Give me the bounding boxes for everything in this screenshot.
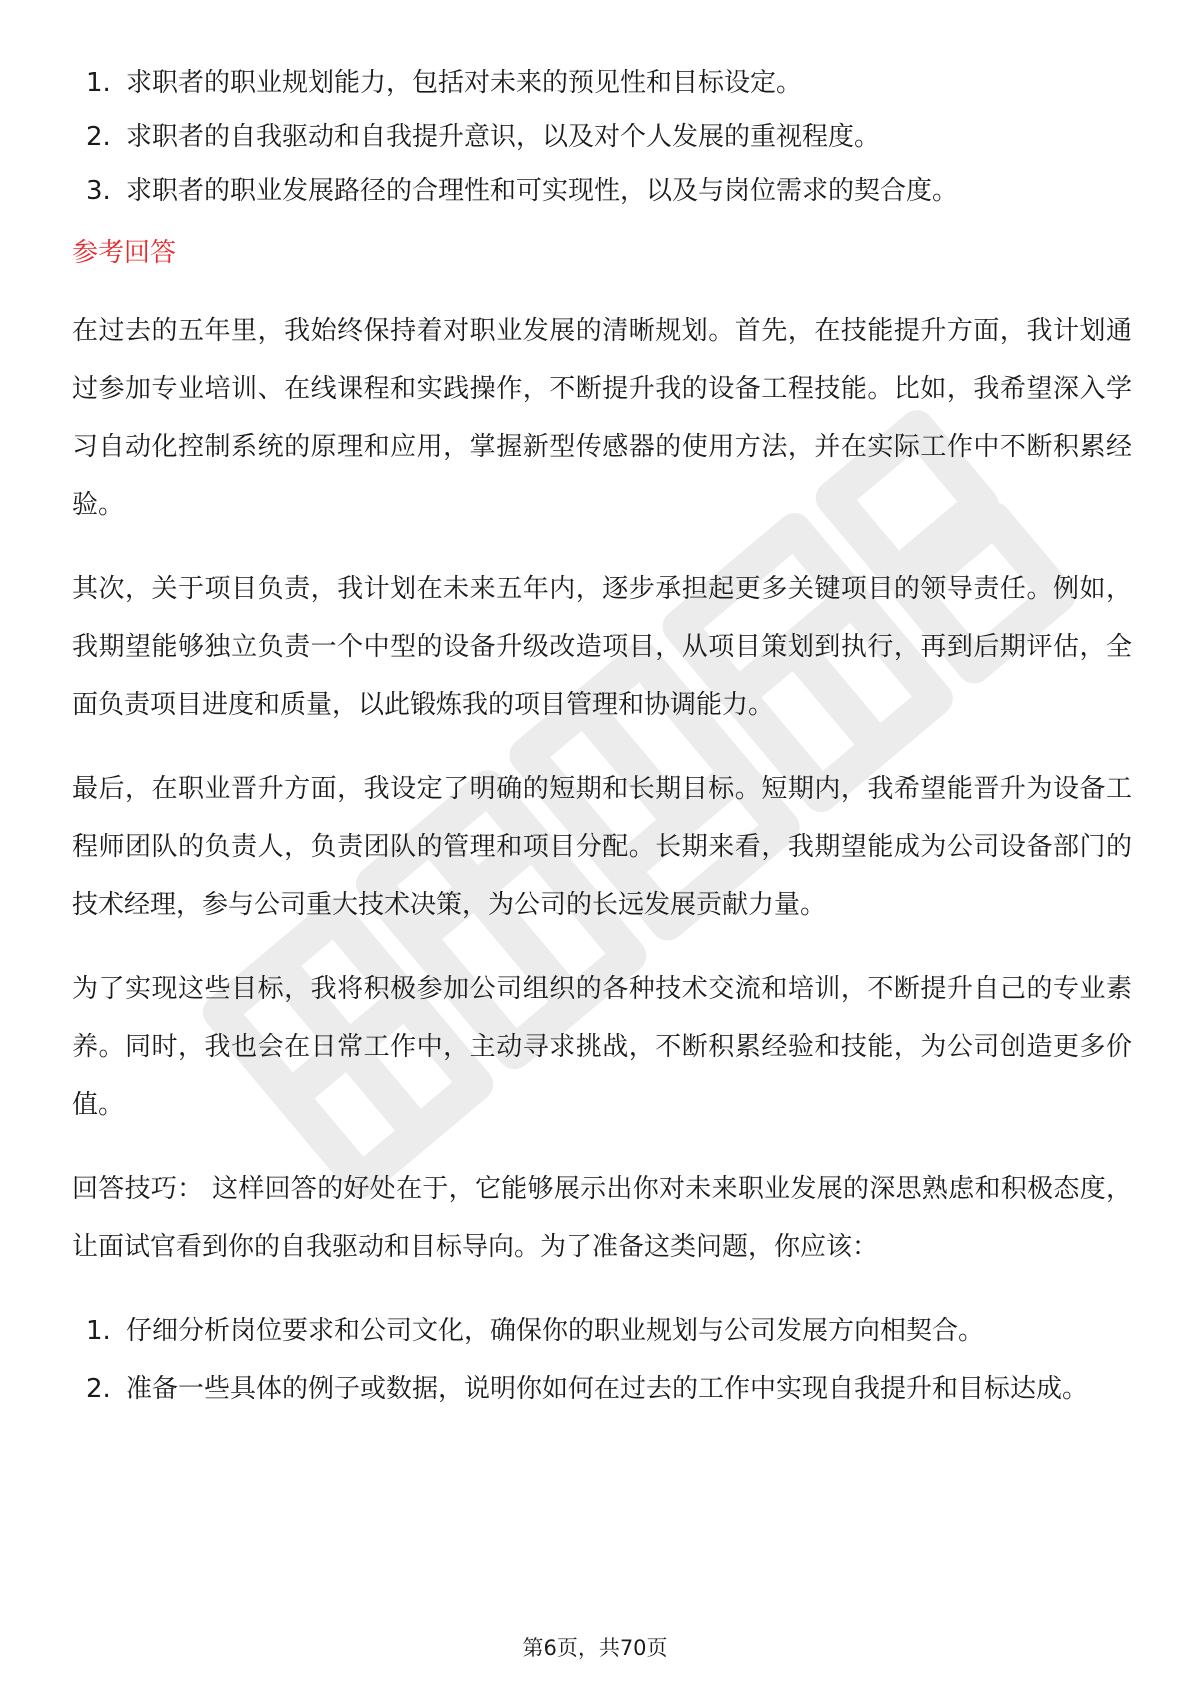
list-text: 准备一些具体的例子或数据，说明你如何在过去的工作中实现自我提升和目标达成。 bbox=[126, 1374, 1089, 1404]
answer-paragraph: 最后，在职业晋升方面，我设定了明确的短期和长期目标。短期内，我希望能晋升为设备工程师团队的负责人，负责团队的管理和项目分配。长期来看，我期望能成为公司设备部门的技术经理，参与公司重大技术决策，为公司的长远发展贡献力量。 bbox=[72, 774, 1132, 920]
list-item bbox=[72, 56, 1132, 110]
page-footer: 第6页，共70页 bbox=[522, 1636, 668, 1660]
list-number: 1. bbox=[86, 1316, 111, 1346]
list-number: 2. bbox=[86, 1374, 111, 1404]
evaluation-points-list bbox=[72, 56, 1132, 218]
list-number: 3. bbox=[86, 176, 111, 206]
list-number: 1. bbox=[86, 68, 111, 98]
answer-paragraph: 其次，关于项目负责，我计划在未来五年内，逐步承担起更多关键项目的领导责任。例如，我期望能够独立负责一个中型的设备升级改造项目，从项目策划到执行，再到后期评估，全面负责项目进度和质量，以此锻炼我的项目管理和协调能力。 bbox=[72, 574, 1132, 720]
answer-paragraph: 在过去的五年里，我始终保持着对职业发展的清晰规划。首先，在技能提升方面，我计划通过参加专业培训、在线课程和实践操作，不断提升我的设备工程技能。比如，我希望深入学习自动化控制系统的原理和应用，掌握新型传感器的使用方法，并在实际工作中不断积累经验。 bbox=[72, 316, 1132, 520]
list-text: 仔细分析岗位要求和公司文化，确保你的职业规划与公司发展方向相契合。 bbox=[126, 1316, 985, 1346]
list-text: 求职者的职业规划能力，包括对未来的预见性和目标设定。 bbox=[126, 68, 803, 98]
list-text: 求职者的自我驱动和自我提升意识，以及对个人发展的重视程度。 bbox=[126, 122, 881, 152]
list-text: 求职者的职业发展路径的合理性和可实现性，以及与岗位需求的契合度。 bbox=[126, 176, 959, 206]
list-item bbox=[72, 164, 1132, 218]
list-item bbox=[72, 1360, 1132, 1418]
answer-paragraph: 为了实现这些目标，我将积极参加公司组织的各种技术交流和培训，不断提升自己的专业素养。同时，我也会在日常工作中，主动寻求挑战，不断积累经验和技能，为公司创造更多价值。 bbox=[72, 974, 1132, 1120]
list-number: 2. bbox=[86, 122, 111, 152]
section-title: 参考回答 bbox=[72, 238, 177, 268]
list-item bbox=[72, 110, 1132, 164]
document-content bbox=[72, 56, 1132, 1418]
preparation-tips-list bbox=[72, 1302, 1132, 1418]
tips-paragraph: 回答技巧： 这样回答的好处在于，它能够展示出你对未来职业发展的深思熟虑和积极态度，让面试官看到你的自我驱动和目标导向。为了准备这类问题，你应该： bbox=[72, 1174, 1132, 1262]
list-item bbox=[72, 1302, 1132, 1360]
